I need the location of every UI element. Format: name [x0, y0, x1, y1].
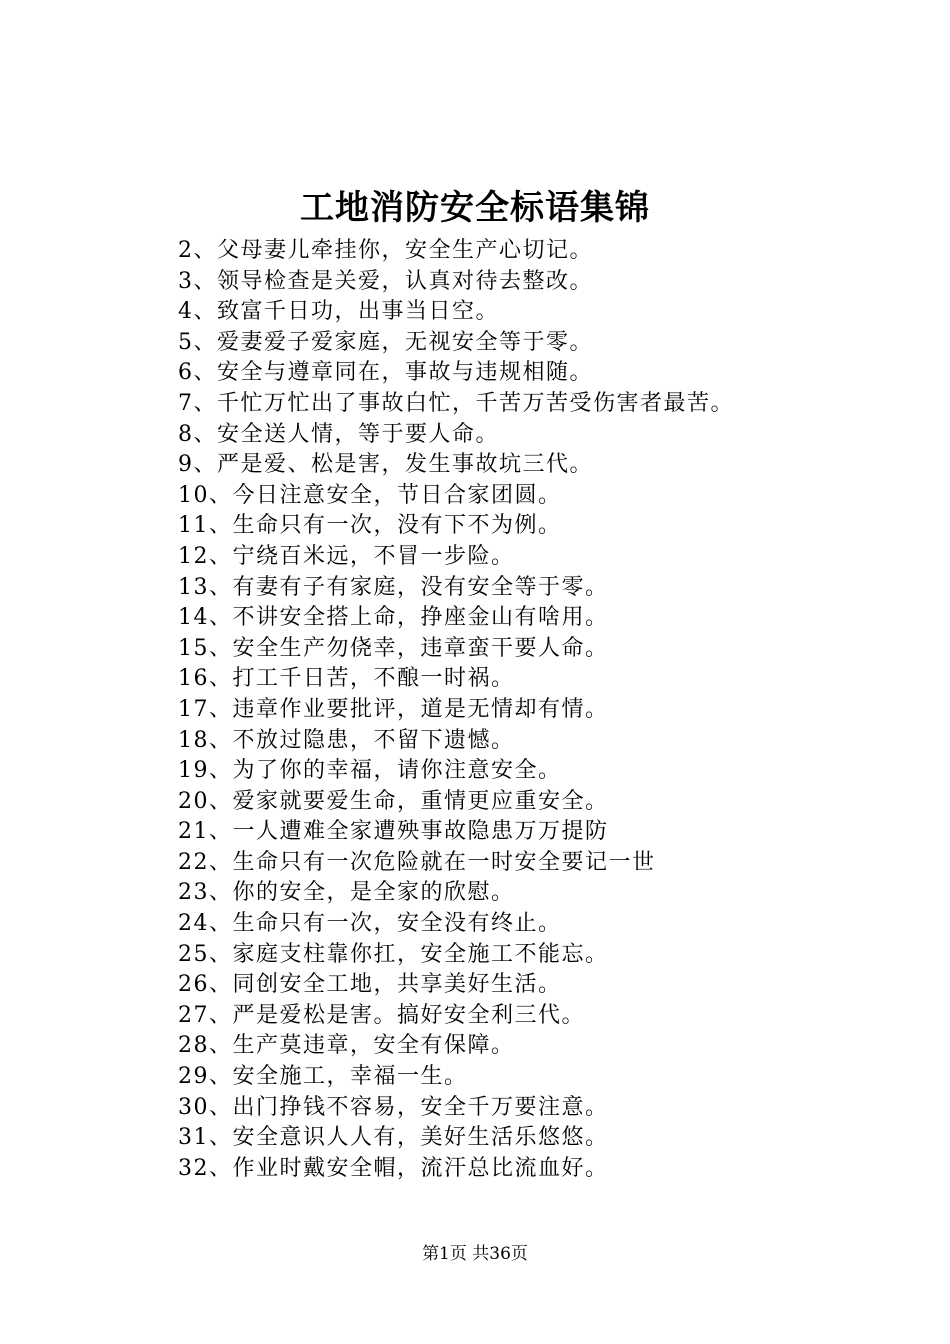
slogan-item: 11、生命只有一次，没有下不为例。 — [178, 513, 562, 539]
slogan-item: 9、严是爱、松是害，发生事故坑三代。 — [178, 452, 593, 478]
slogan-item: 10、今日注意安全，节日合家团圆。 — [178, 482, 562, 508]
slogan-item: 26、同创安全工地，共享美好生活。 — [178, 972, 562, 998]
slogan-item: 8、安全送人情，等于要人命。 — [178, 421, 499, 447]
slogan-item: 15、安全生产勿侥幸，违章蛮干要人命。 — [178, 635, 609, 661]
slogan-item: 5、爱妻爱子爱家庭，无视安全等于零。 — [178, 329, 593, 355]
slogan-item: 19、为了你的幸福，请你注意安全。 — [178, 758, 562, 784]
slogan-item: 13、有妻有子有家庭，没有安全等于零。 — [178, 574, 609, 600]
page-footer: 第1页 共36页 — [422, 1244, 528, 1264]
slogan-item: 4、致富千日功，出事当日空。 — [178, 299, 499, 325]
slogan-item: 6、安全与遵章同在，事故与违规相随。 — [178, 360, 593, 386]
slogan-item: 3、领导检查是关爱，认真对待去整改。 — [178, 268, 593, 294]
slogan-item: 14、不讲安全搭上命，挣座金山有啥用。 — [178, 605, 609, 631]
slogan-item: 30、出门挣钱不容易，安全千万要注意。 — [178, 1094, 609, 1120]
slogan-item: 23、你的安全，是全家的欣慰。 — [178, 880, 515, 906]
slogan-item: 29、安全施工，幸福一生。 — [178, 1064, 468, 1090]
slogan-item: 20、爱家就要爱生命，重情更应重安全。 — [178, 788, 609, 814]
slogan-item: 21、一人遭难全家遭殃事故隐患万万提防 — [178, 819, 609, 845]
slogan-item: 7、千忙万忙出了事故白忙，千苦万苦受伤害者最苦。 — [178, 390, 734, 416]
slogan-list — [178, 236, 734, 1184]
slogan-item: 18、不放过隐患，不留下遗憾。 — [178, 727, 515, 753]
slogan-item: 31、安全意识人人有，美好生活乐悠悠。 — [178, 1125, 609, 1151]
slogan-item: 12、宁绕百米远，不冒一步险。 — [178, 543, 515, 569]
page-title: 工地消防安全标语集锦 — [300, 188, 650, 228]
slogan-item: 27、严是爱松是害。搞好安全利三代。 — [178, 1002, 585, 1028]
slogan-item: 24、生命只有一次，安全没有终止。 — [178, 911, 562, 937]
slogan-item: 2、父母妻儿牵挂你，安全生产心切记。 — [178, 238, 593, 263]
slogan-item: 25、家庭支柱靠你扛，安全施工不能忘。 — [178, 941, 609, 967]
slogan-item: 32、作业时戴安全帽，流汗总比流血好。 — [178, 1155, 609, 1181]
slogan-item: 28、生产莫违章，安全有保障。 — [178, 1033, 515, 1059]
slogan-item: 17、违章作业要批评，道是无情却有情。 — [178, 696, 609, 722]
slogan-item: 22、生命只有一次危险就在一时安全要记一世 — [178, 849, 656, 875]
slogan-item: 16、打工千日苦，不酿一时祸。 — [178, 666, 515, 692]
